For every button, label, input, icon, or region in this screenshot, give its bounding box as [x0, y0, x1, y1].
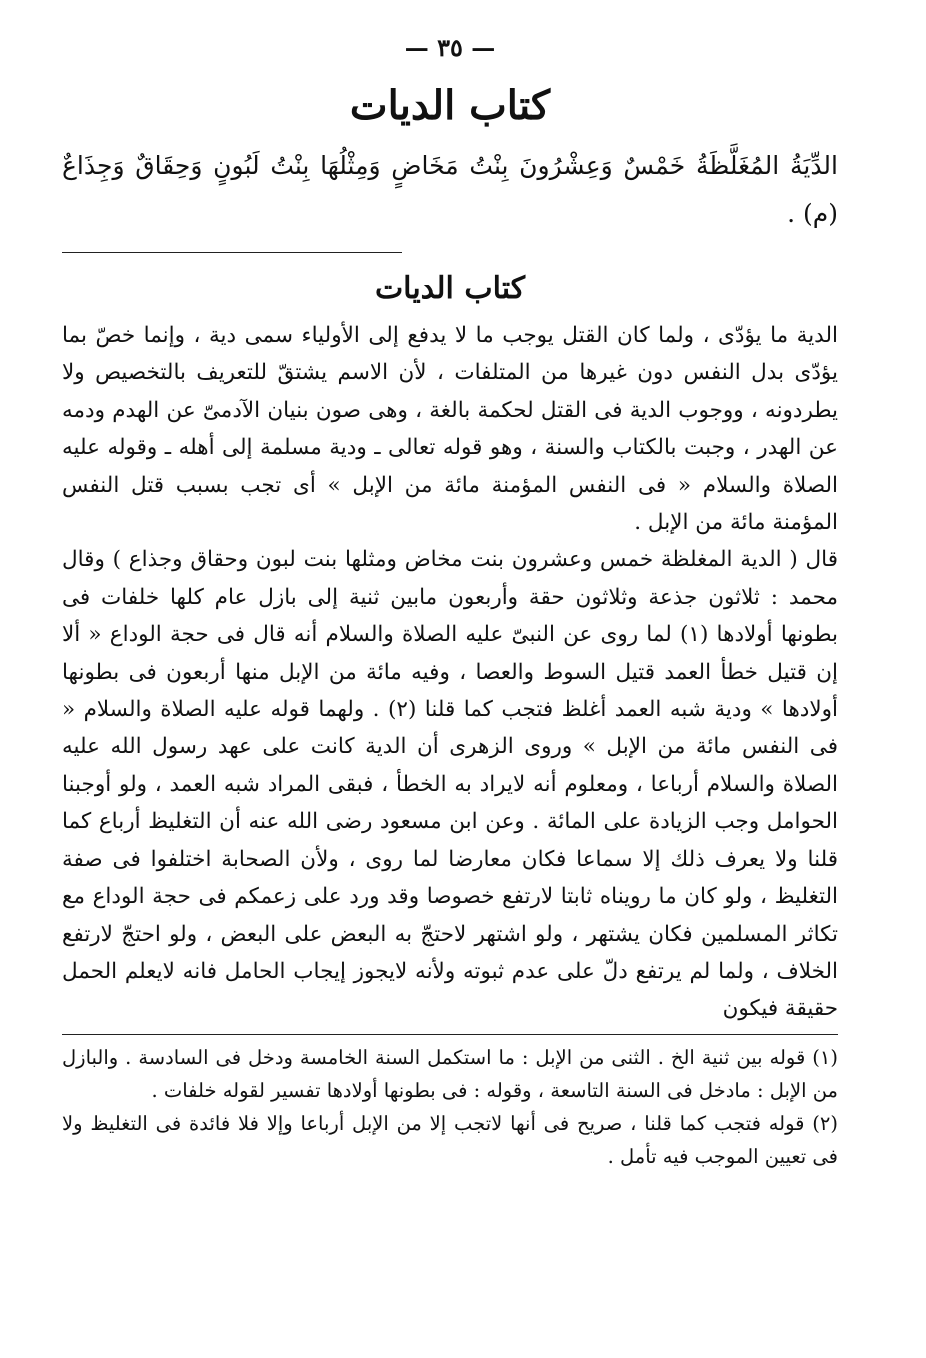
commentary-body: [62, 317, 838, 1028]
matn-separator-rule: [62, 252, 402, 253]
commentary-title: كتاب الديات: [374, 271, 526, 306]
footnote-separator-rule: [62, 1034, 838, 1035]
footnotes: [62, 1041, 838, 1173]
footnote: (١) قوله بين ثنية الخ . الثنى من الإبل : ما استكمل السنة الخامسة ودخل فى السادسة . والبازل من الإبل : مادخل فى السنة التاسعة ، وقوله : فى بطونها أولادها تفسير لقوله خلفات .: [62, 1045, 838, 1102]
matn-text: الدِّيَةُ المُغَلَّظَةُ خَمْسٌ وَعِشْرُونَ بِنْتُ مَخَاضٍ وَمِثْلُهَا بِنْتُ لَبُونٍ وَحِقَاقٌ وَجِذَاعٌ (م) .: [62, 151, 838, 228]
footnote: (٢) قوله فتجب كما قلنا ، صريح فى أنها لاتجب إلا من الإبل أرباعا وإلا فلا فائدة فى التغليظ ولا فى تعيين الموجب فيه تأمل .: [62, 1111, 838, 1168]
page-number: — ٣٥ —: [404, 33, 496, 62]
commentary-paragraph: الدية ما يؤدّى ، ولما كان القتل يوجب ما لا يدفع إلى الأولياء سمى دية ، وإنما خصّ بما يؤدّى بدل النفس دون غيرها من المتلفات ، لأن الاسم يشتقّ للتعريف بالتخصيص ولا يطردونه ، ووجوب الدية فى القتل لحكمة بالغة ، وهى صون بنيان الآدمىّ عن الهدم ودمه عن الهدر ، وجبت بالكتاب والسنة ، وهو قوله تعالى ـ ودية مسلمة إلى أهله ـ وقوله عليه الصلاة والسلام « فى النفس المؤمنة مائة من الإبل » أى تجب بسبب قتل النفس المؤمنة مائة من الإبل .: [62, 323, 838, 536]
chapter-title: كتاب الديات: [349, 82, 551, 129]
commentary-paragraph: قال ( الدية المغلظة خمس وعشرون بنت مخاض ومثلها بنت لبون وحقاق وجذاع ) وقال محمد : ثلاثون جذعة وثلاثون حقة وأربعون مابين ثنية إلى بازل عام كلها خلفات فى بطونها أولادها (١) لما روى عن النبىّ عليه الصلاة والسلام أنه قال فى حجة الوداع « ألا إن قتيل خطأ العمد قتيل السوط والعصا ، وفيه مائة من الإبل منها أربعون فى بطونها أولادها » ودية شبه العمد أغلظ فتجب كما قلنا (٢) . ولهما قوله عليه الصلاة والسلام « فى النفس مائة من الإبل » وروى الزهرى أن الدية كانت على عهد رسول الله عليه الصلاة والسلام أرباعا ، ومعلوم أنه لايراد به الخطأ ، فبقى المراد شبه العمد ، ولو أوجبنا الحوامل وجب الزيادة على المائة . وعن ابن مسعود رضى الله عنه أن التغليظ أرباع كما قلنا ولا يعرف ذلك إلا سماعا فكان معارضا لما روى ، ولأن الصحابة اختلفوا فى صفة التغليظ ، ولو كان ما رويناه ثابتا لارتفع خصوصا وقد ورد على زعمكم فى حجة الوداع مع تكاثر المسلمين فكان يشتهر ، ولو اشتهر لاحتجّ به البعض على البعض ، ولو احتجّ لارتفع الخلاف ، ولما لم يرتفع دلّ على عدم ثبوته ولأنه لايجوز إيجاب الحامل فانه لايعلم الحمل حقيقة فيكون: [62, 547, 839, 1022]
